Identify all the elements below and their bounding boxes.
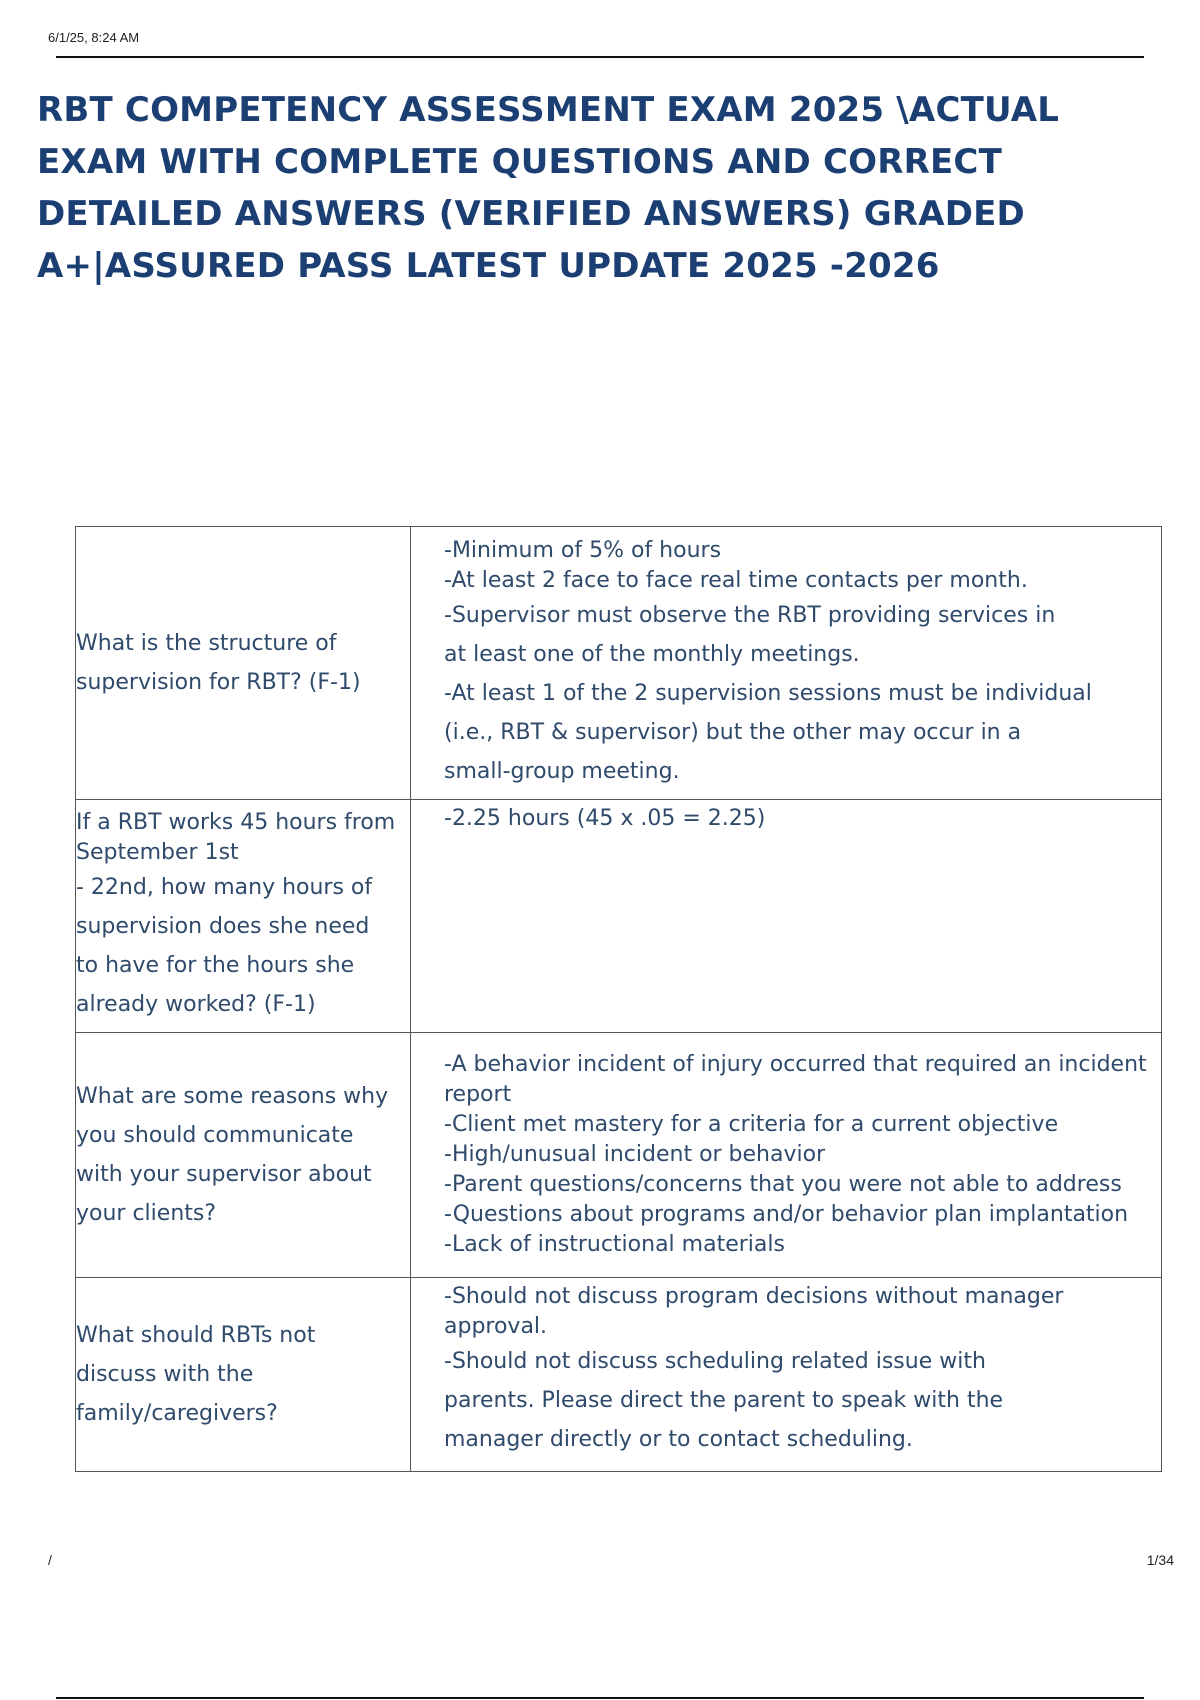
answer-cell — [411, 800, 1162, 1033]
question-cell — [76, 800, 411, 1033]
answer-line: approval. — [444, 1314, 548, 1339]
question-line: - 22nd, how many hours of — [76, 875, 373, 900]
question-line: your clients? — [76, 1201, 217, 1226]
answer-line: -Minimum of 5% of hours — [444, 537, 722, 563]
answer-line: -2.25 hours (45 x .05 = 2.25) — [444, 806, 766, 831]
question-line: supervision for RBT? (F-1) — [76, 670, 361, 695]
question-cell — [76, 1278, 411, 1472]
answer-line: -High/unusual incident or behavior — [444, 1142, 826, 1167]
question-line: If a RBT works 45 hours from — [76, 810, 396, 835]
footer-divider — [56, 1697, 1144, 1699]
header-divider — [56, 56, 1144, 58]
answer-line: -Should not discuss scheduling related issue with — [444, 1349, 986, 1374]
table-row — [76, 800, 1162, 1033]
question-line: you should communicate — [76, 1123, 354, 1148]
question-line: What should RBTs not — [76, 1323, 316, 1348]
answer-line: at least one of the monthly meetings. — [444, 641, 860, 667]
answer-line: manager directly or to contact scheduling. — [444, 1427, 913, 1452]
answer-line: -Should not discuss program decisions without manager — [444, 1284, 1064, 1309]
answer-line: small-group meeting. — [444, 758, 680, 784]
answer-line: -At least 1 of the 2 supervision sessions must be individual — [444, 680, 1092, 706]
table-row — [76, 527, 1162, 800]
answer-line: -Client met mastery for a criteria for a current objective — [444, 1112, 1059, 1137]
question-line: What is the structure of — [76, 631, 337, 656]
question-line: September 1st — [76, 840, 239, 865]
answer-line: parents. Please direct the parent to speak with the — [444, 1388, 1004, 1413]
question-cell — [76, 1033, 411, 1278]
answer-line: -Parent questions/concerns that you were not able to address — [444, 1172, 1122, 1197]
question-line: What are some reasons why — [76, 1084, 389, 1109]
answer-line: (i.e., RBT & supervisor) but the other may occur in a — [444, 719, 1022, 745]
question-cell — [76, 527, 411, 800]
print-timestamp: 6/1/25, 8:24 AM — [48, 30, 140, 45]
question-line: family/caregivers? — [76, 1401, 278, 1426]
table-row — [76, 1278, 1162, 1472]
qa-table — [75, 526, 1162, 1472]
question-line: with your supervisor about — [76, 1162, 372, 1187]
answer-line: -A behavior incident of injury occurred that required an incident — [444, 1052, 1147, 1077]
answer-cell — [411, 1033, 1162, 1278]
question-line: discuss with the — [76, 1362, 254, 1387]
answer-cell — [411, 1278, 1162, 1472]
question-line: supervision does she need — [76, 914, 370, 939]
page-number: 1/34 — [1146, 1552, 1174, 1568]
answer-cell — [411, 527, 1162, 800]
document-title: RBT COMPETENCY ASSESSMENT EXAM 2025 \ACTUAL EXAM WITH COMPLETE QUESTIONS AND CORRECT DETAILED ANSWERS (VERIFIED ANSWERS) GRADED A+|ASSURED PASS LATEST UPDATE 2025 -2026 — [37, 90, 1060, 286]
footer-url: / — [48, 1552, 52, 1568]
table-row — [76, 1033, 1162, 1278]
answer-line: -Lack of instructional materials — [444, 1232, 785, 1257]
answer-line: report — [444, 1082, 512, 1107]
answer-line: -At least 2 face to face real time contacts per month. — [444, 567, 1028, 593]
question-line: to have for the hours she — [76, 953, 355, 978]
answer-line: -Supervisor must observe the RBT providing services in — [444, 602, 1056, 628]
question-line: already worked? (F-1) — [76, 992, 316, 1017]
answer-line: -Questions about programs and/or behavior plan implantation — [444, 1202, 1129, 1227]
